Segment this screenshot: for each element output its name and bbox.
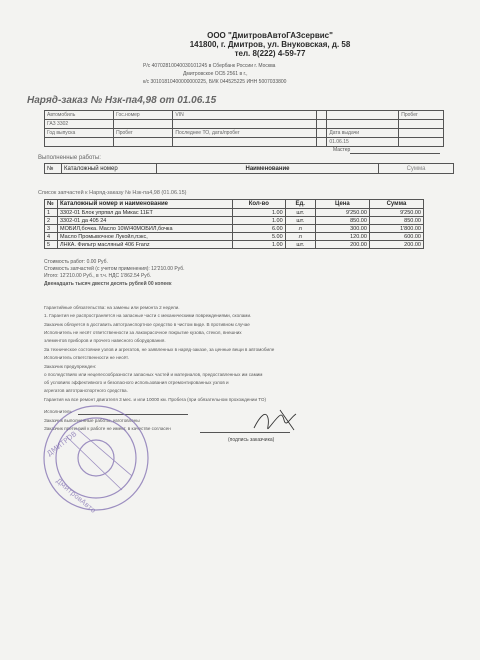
table-cell: МОБИЛ,бочка. Масло 10W/40МОБИЛ,бочка bbox=[58, 225, 233, 233]
table-cell: 120.00 bbox=[315, 233, 369, 241]
table-cell: 6.00 bbox=[233, 225, 286, 233]
table-cell: 850.00 bbox=[315, 217, 369, 225]
table-cell: VIN bbox=[173, 111, 317, 120]
table-header: № bbox=[45, 200, 58, 209]
table-cell bbox=[114, 120, 173, 129]
table-cell: 200.00 bbox=[369, 241, 423, 249]
parts-total: Стоимость запчастей (с учетом применения): 12'210.00 Руб. bbox=[44, 266, 185, 272]
grand-total: Итого: 12'210.00 Руб., в т.ч. НДС 1'862.54 Руб. bbox=[44, 273, 152, 279]
master-label: Мастер bbox=[333, 147, 351, 153]
works-total: Стоимость работ: 0.00 Руб. bbox=[44, 259, 108, 265]
condition-line: элементов приборов и прочего навесного оборудования. bbox=[44, 338, 166, 343]
svg-text:ДмитровАвто: ДмитровАвто bbox=[54, 476, 98, 515]
table-cell bbox=[114, 138, 173, 147]
table-cell: шт. bbox=[285, 209, 315, 217]
condition-line: об условиях эффективного и безопасного использования отремонтированных узлов и bbox=[44, 380, 229, 385]
table-row bbox=[45, 120, 444, 129]
table-cell: 1.00 bbox=[233, 217, 286, 225]
table-row bbox=[45, 225, 424, 233]
table-cell: Последнее ТО, дата/пробег bbox=[173, 129, 317, 138]
customer-signature-caption: (подпись заказчика) bbox=[228, 437, 275, 443]
table-header: Наименование bbox=[157, 164, 379, 174]
svg-text:ДМИТРОВ: ДМИТРОВ bbox=[45, 429, 79, 459]
table-cell bbox=[316, 129, 326, 138]
table-cell: ГАЗ 3302 bbox=[45, 120, 114, 129]
bank-line-2: Дмитровское ОСБ 2561 в г., bbox=[183, 71, 248, 77]
table-row bbox=[45, 209, 424, 217]
table-cell: 9'250.00 bbox=[315, 209, 369, 217]
bank-line-3: к/с 30101810400000000225, БИК 044525225 ИНН 5007033800 bbox=[143, 79, 287, 85]
works-title: Выполненные работы: bbox=[38, 155, 101, 161]
table-cell: 200.00 bbox=[315, 241, 369, 249]
table-cell bbox=[327, 111, 399, 120]
customer-signature bbox=[250, 406, 310, 436]
condition-line: 1. Гарантия не распространяется на запасные части с механическими повреждениями, сколами. bbox=[44, 313, 252, 318]
table-cell: 1.00 bbox=[233, 209, 286, 217]
condition-line: Исполнитель не несёт ответственности за лакокрасочное покрытие кузова, стекол, внешних bbox=[44, 330, 242, 335]
customer-accepted-text: Заказчик выполненные работы, изготовлены bbox=[44, 418, 140, 423]
table-cell: ЛНКА. Фильтр масляный 406 Franz bbox=[58, 241, 233, 249]
condition-line: Заказчик обязуется в доставить автотранспортное средство в чистом виде. В противном случае bbox=[44, 322, 250, 327]
table-cell: шт. bbox=[285, 217, 315, 225]
company-stamp bbox=[36, 398, 156, 518]
table-row bbox=[45, 217, 424, 225]
table-cell: Дата выдачи bbox=[327, 129, 399, 138]
table-cell: Автомобиль bbox=[45, 111, 114, 120]
table-cell: л bbox=[285, 233, 315, 241]
table-row bbox=[45, 129, 444, 138]
works-table bbox=[44, 163, 454, 174]
table-cell: 1.00 bbox=[233, 241, 286, 249]
table-header: Сумма bbox=[369, 200, 423, 209]
table-cell: 01.06.15 bbox=[327, 138, 399, 147]
executor-label: Исполнитель bbox=[44, 409, 72, 414]
table-header: Цена bbox=[315, 200, 369, 209]
table-row bbox=[45, 241, 424, 249]
table-cell: 9'250.00 bbox=[369, 209, 423, 217]
condition-line: о последствиях или нецелесообразности запасных частей и материалов, предоставленных им самим bbox=[44, 372, 263, 377]
table-cell: Пробег bbox=[114, 129, 173, 138]
company-phone: тел. 8(222) 4-59-77 bbox=[234, 49, 306, 58]
table-cell bbox=[316, 111, 326, 120]
table-cell bbox=[399, 129, 444, 138]
table-cell: Пробег bbox=[399, 111, 444, 120]
table-cell: л bbox=[285, 225, 315, 233]
customer-no-claims-text: Заказчик претензий к работе не имеет, в качестве согласен bbox=[44, 426, 171, 431]
condition-line: Гарантийные обязательства: на замены или ремонта 2 недели. bbox=[44, 305, 180, 310]
total-in-words: Двенадцать тысяч двести десять рублей 00 копеек bbox=[44, 281, 172, 287]
table-header: Кол-во bbox=[233, 200, 286, 209]
table-cell: 300.00 bbox=[315, 225, 369, 233]
order-title: Наряд-заказ № Нзк-па4,98 от 01.06.15 bbox=[27, 95, 217, 106]
table-cell: 850.00 bbox=[369, 217, 423, 225]
table-header: Ед. bbox=[285, 200, 315, 209]
condition-line: Заказчик предупрежден: bbox=[44, 364, 97, 369]
table-cell: 2 bbox=[45, 217, 58, 225]
table-cell: Год выпуска bbox=[45, 129, 114, 138]
table-cell bbox=[316, 138, 326, 147]
table-row bbox=[45, 233, 424, 241]
table-cell: 600.00 bbox=[369, 233, 423, 241]
condition-line: Исполнитель ответственности не несёт. bbox=[44, 355, 129, 360]
table-header: Сумма bbox=[379, 164, 454, 174]
table-row bbox=[45, 138, 444, 147]
table-row bbox=[45, 111, 444, 120]
table-cell bbox=[173, 138, 317, 147]
table-cell: 1 bbox=[45, 209, 58, 217]
table-header: Каталожный номер bbox=[62, 164, 157, 174]
table-cell bbox=[399, 138, 444, 147]
table-cell: 3 bbox=[45, 225, 58, 233]
table-cell bbox=[173, 120, 317, 129]
table-cell: 3302-01 да 405 24 bbox=[58, 217, 233, 225]
parts-title: Список запчастей к Наряд-заказу № Нзк-па4,98 (01.06.15) bbox=[38, 190, 187, 196]
table-cell bbox=[327, 120, 399, 129]
bank-line-1: Р/с 40702810040030101245 в Сбербанк России г. Москва bbox=[143, 63, 276, 69]
table-cell: 1'800.00 bbox=[369, 225, 423, 233]
master-signature-line bbox=[350, 153, 440, 154]
table-cell: 5 bbox=[45, 241, 58, 249]
table-cell bbox=[45, 138, 114, 147]
table-header: № bbox=[45, 164, 62, 174]
table-header-row bbox=[45, 200, 424, 209]
table-cell: Гос.номер bbox=[114, 111, 173, 120]
table-cell: 4 bbox=[45, 233, 58, 241]
condition-line: агрегатов автотранспортного средства. bbox=[44, 388, 128, 393]
vehicle-table bbox=[44, 110, 444, 147]
company-name: ООО "ДмитровАвтоГАЗсервис" bbox=[207, 31, 333, 40]
table-cell: Масло Промывочное Лукойл,пэкс, bbox=[58, 233, 233, 241]
table-cell bbox=[316, 120, 326, 129]
table-cell bbox=[399, 120, 444, 129]
parts-table bbox=[44, 199, 424, 249]
company-address: 141800, г. Дмитров, ул. Внуковская, д. 58 bbox=[189, 40, 351, 49]
condition-line: Гарантия на все ремонт двигателя 3 мес. и или 10000 км. Пробега (при обязательном прохождении ТО) bbox=[44, 397, 267, 402]
table-header-row bbox=[45, 164, 454, 174]
table-header: Каталожный номер и наименование bbox=[58, 200, 233, 209]
table-cell: шт. bbox=[285, 241, 315, 249]
table-cell: 5.00 bbox=[233, 233, 286, 241]
table-cell: 3302-01 Блок упрпвл да Микас 11ЕТ bbox=[58, 209, 233, 217]
condition-line: За техническое состояние узлов и агрегатов, не заявленных в наряд-заказе, за ценные вещи в автомобиле bbox=[44, 347, 275, 352]
